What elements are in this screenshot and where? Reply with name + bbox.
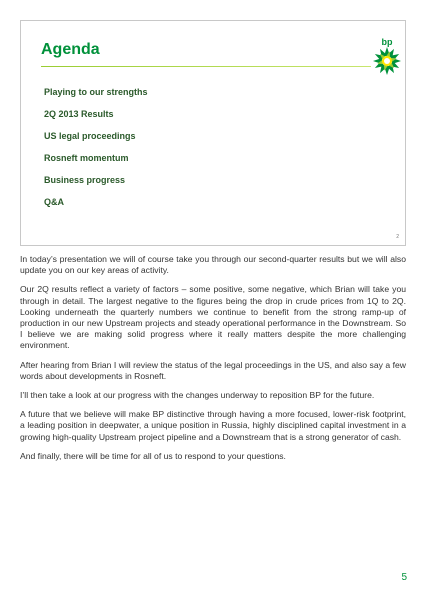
agenda-item: 2Q 2013 Results	[44, 109, 114, 119]
body-paragraph: A future that we believe will make BP distinctive through having a more focused, lower-risk footprint, a leading position in deepwater, a unique position in Russia, highly disciplined capital investment in a growing high-quality Upstream project pipeline and a Downstream that is a strong generator of cash.	[20, 409, 406, 442]
helios-icon	[372, 46, 402, 76]
body-paragraph: After hearing from Brian I will review the status of the legal proceedings in the US, and also say a few words about developments in Rosneft.	[20, 359, 406, 381]
agenda-item: Q&A	[44, 197, 64, 207]
title-divider	[41, 66, 371, 67]
slide-number: 2	[396, 234, 399, 240]
body-paragraph: And finally, there will be time for all of us to respond to your questions.	[20, 450, 286, 461]
slide-image	[20, 20, 406, 246]
body-paragraph: Our 2Q results reflect a variety of factors – some positive, some negative, which Brian will take you through in detail. The largest negative to the figures being the drop in crude prices from 1Q to 2Q. Looking underneath the quarterly numbers we continue to benefit from the strong ramp-up of production in our new Upstream projects and steady operational performance in the Downstream. So I believe we are making solid progress where it really matters despite the more challenging environment.	[20, 284, 406, 351]
body-paragraph: In today’s presentation we will of course take you through our second-quarter results but we will also update you on our key areas of activity.	[20, 254, 406, 276]
logo-text: bp	[381, 37, 393, 47]
bp-logo	[372, 37, 402, 77]
agenda-item: Business progress	[44, 175, 126, 185]
body-paragraph: I’ll then take a look at our progress with the changes underway to reposition BP for the future.	[20, 390, 375, 401]
page-number: 5	[401, 572, 407, 583]
body-text	[20, 254, 406, 470]
agenda-item: Rosneft momentum	[44, 153, 129, 163]
agenda-item: Playing to our strengths	[44, 87, 148, 97]
slide-title: Agenda	[41, 41, 100, 58]
agenda-item: US legal proceedings	[44, 131, 136, 141]
agenda-list	[44, 81, 148, 213]
